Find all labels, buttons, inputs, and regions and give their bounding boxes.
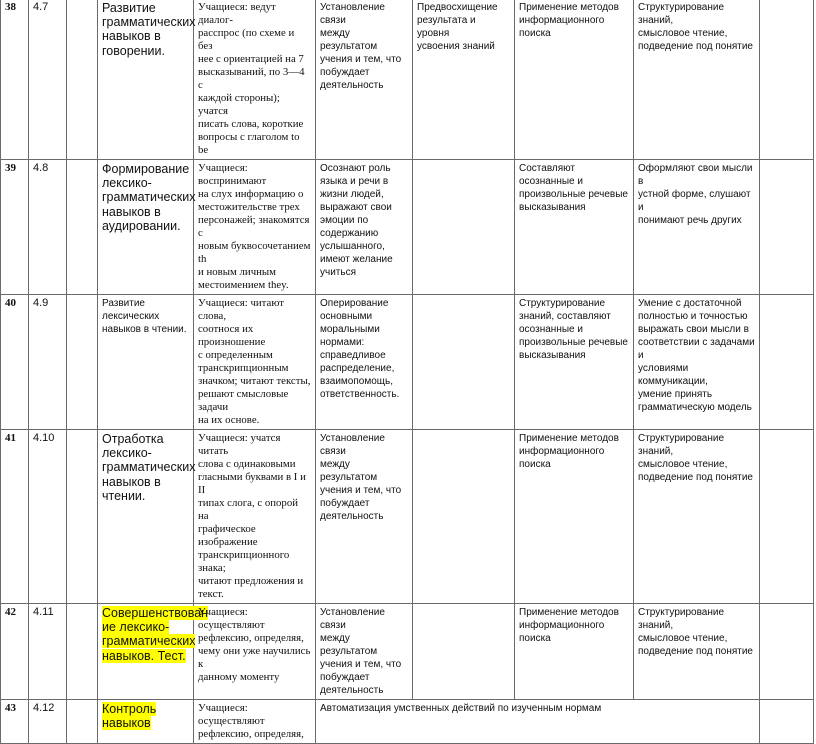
empty-cell bbox=[760, 700, 814, 744]
personal-outcomes: Оперирование основными моральными нормами: справедливое распределение, взаимопомощь, ответственность. bbox=[316, 295, 413, 430]
student-activity: Учащиеся: читают слова, соотнося их произношение с определенным транскрипционным значком; читают тексты, решают смысловые задачи на их основе. bbox=[194, 295, 316, 430]
lesson-topic: Формирование лексико- грамматических навыков в аудировании. bbox=[98, 160, 194, 295]
lesson-code: 4.8 bbox=[29, 160, 67, 295]
lesson-code: 4.12 bbox=[29, 700, 67, 744]
cognitive-outcomes: Структурирование знаний, составляют осознанные и произвольные речевые высказывания bbox=[515, 295, 634, 430]
lesson-topic-cell bbox=[98, 700, 194, 744]
regulative-outcomes: Предвосхищение результата и уровня усвоения знаний bbox=[413, 0, 515, 160]
lesson-number: 38 bbox=[1, 0, 29, 160]
cognitive-outcomes: Применение методов информационного поиска bbox=[515, 604, 634, 700]
regulative-outcomes bbox=[413, 604, 515, 700]
empty-cell bbox=[67, 0, 98, 160]
student-activity: Учащиеся: осуществляют рефлексию, определяя, bbox=[194, 700, 316, 744]
lesson-number: 42 bbox=[1, 604, 29, 700]
empty-cell bbox=[67, 430, 98, 604]
empty-cell bbox=[760, 160, 814, 295]
empty-cell bbox=[67, 700, 98, 744]
communicative-outcomes: Умение с достаточной полностью и точностью выражать свои мысли в соответствии с задачами и условиями коммуникации, умение принять грамматическую модель bbox=[634, 295, 760, 430]
lesson-topic: Развитие грамматических навыков в говорении. bbox=[98, 0, 194, 160]
empty-cell bbox=[67, 295, 98, 430]
table-row bbox=[1, 0, 814, 160]
empty-cell bbox=[760, 0, 814, 160]
table-row bbox=[1, 700, 814, 744]
regulative-outcomes bbox=[413, 295, 515, 430]
student-activity: Учащиеся: осуществляют рефлексию, определяя, чему они уже научились к данному моменту bbox=[194, 604, 316, 700]
table-row bbox=[1, 295, 814, 430]
lesson-number: 43 bbox=[1, 700, 29, 744]
lesson-number: 40 bbox=[1, 295, 29, 430]
cognitive-outcomes: Составляют осознанные и произвольные речевые высказывания bbox=[515, 160, 634, 295]
merged-outcomes: Автоматизация умственных действий по изученным нормам bbox=[316, 700, 760, 744]
personal-outcomes: Осознают роль языка и речи в жизни людей, выражают свои эмоции по содержанию услышанного, имеют желание учиться bbox=[316, 160, 413, 295]
lesson-code: 4.11 bbox=[29, 604, 67, 700]
empty-cell bbox=[760, 430, 814, 604]
lesson-code: 4.7 bbox=[29, 0, 67, 160]
communicative-outcomes: Оформляют свои мысли в устной форме, слушают и понимают речь других bbox=[634, 160, 760, 295]
cognitive-outcomes: Применение методов информационного поиска bbox=[515, 430, 634, 604]
table-row bbox=[1, 430, 814, 604]
lesson-code: 4.10 bbox=[29, 430, 67, 604]
lesson-number: 41 bbox=[1, 430, 29, 604]
empty-cell bbox=[760, 604, 814, 700]
lesson-topic: Отработка лексико- грамматических навыков в чтении. bbox=[98, 430, 194, 604]
table-row bbox=[1, 160, 814, 295]
lesson-topic: Совершенствован ие лексико- грамматических навыков. Тест. bbox=[102, 606, 209, 663]
regulative-outcomes bbox=[413, 160, 515, 295]
personal-outcomes: Установление связи между результатом учения и тем, что побуждает деятельность bbox=[316, 0, 413, 160]
communicative-outcomes: Структурирование знаний, смысловое чтение, подведение под понятие bbox=[634, 604, 760, 700]
empty-cell bbox=[67, 604, 98, 700]
communicative-outcomes: Структурирование знаний, смысловое чтение, подведение под понятие bbox=[634, 0, 760, 160]
lesson-code: 4.9 bbox=[29, 295, 67, 430]
table-row bbox=[1, 604, 814, 700]
student-activity: Учащиеся: воспринимают на слух информацию о местожительстве трех персонажей; знакомятся с новым буквосочетанием th и новым личным местоимением they. bbox=[194, 160, 316, 295]
empty-cell bbox=[760, 295, 814, 430]
lesson-topic: Контроль навыков bbox=[102, 702, 157, 731]
cognitive-outcomes: Применение методов информационного поиска bbox=[515, 0, 634, 160]
student-activity: Учащиеся: ведут диалог- расспрос (по схеме и без нее с ориентацией на 7 высказываний, по 3—4 с каждой стороны); учатся писать слова, короткие вопросы с глаголом to be bbox=[194, 0, 316, 160]
personal-outcomes: Установление связи между результатом учения и тем, что побуждает деятельность bbox=[316, 430, 413, 604]
lesson-topic: Развитие лексических навыков в чтении. bbox=[98, 295, 194, 430]
lesson-topic-cell bbox=[98, 604, 209, 700]
empty-cell bbox=[67, 160, 98, 295]
lesson-number: 39 bbox=[1, 160, 29, 295]
regulative-outcomes bbox=[413, 430, 515, 604]
student-activity: Учащиеся: учатся читать слова с одинаковыми гласными буквами в I и II типах слога, с опорой на графическое изображение транскрипционного знака; читают предложения и текст. bbox=[194, 430, 316, 604]
communicative-outcomes: Структурирование знаний, смысловое чтение, подведение под понятие bbox=[634, 430, 760, 604]
personal-outcomes: Установление связи между результатом учения и тем, что побуждает деятельность bbox=[316, 604, 413, 700]
